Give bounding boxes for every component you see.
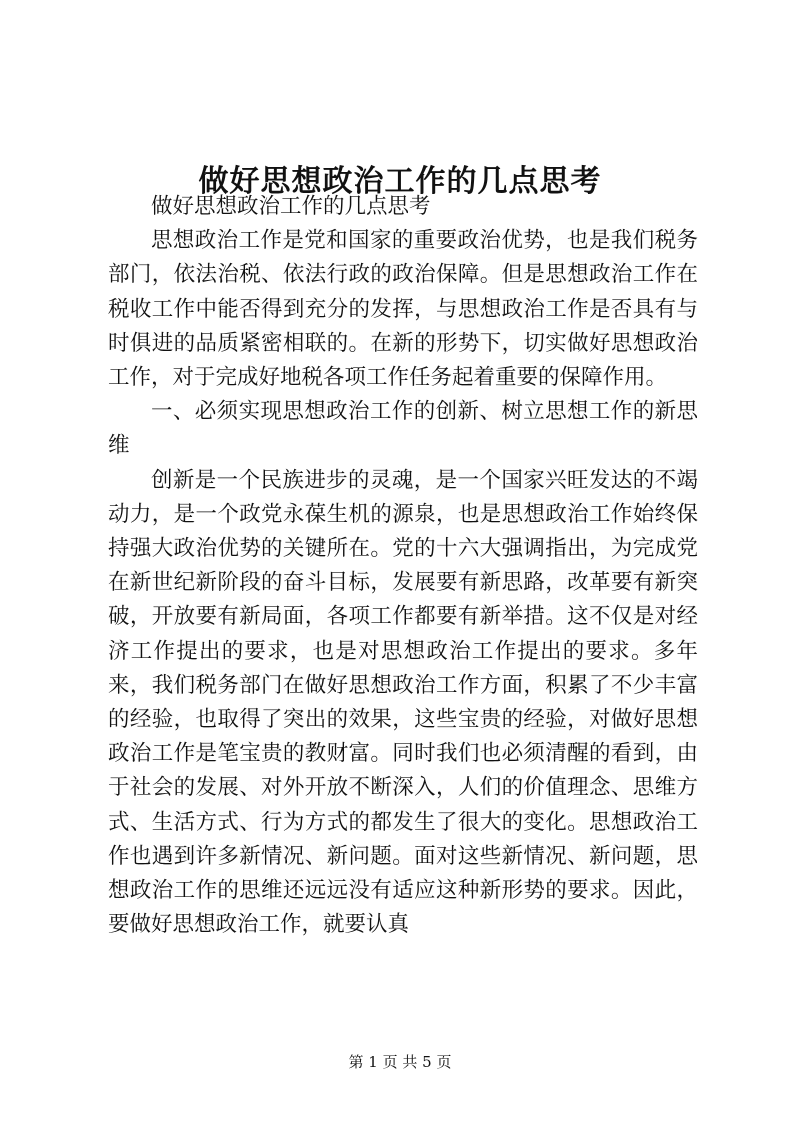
body-paragraph: 创新是一个民族进步的灵魂，是一个国家兴旺发达的不竭动力，是一个政党永葆生机的源泉，也是思想政治工作始终保持强大政治优势的关键所在。党的十六大强调指出，为完成党在新世纪新阶段的奋斗目标，发展要有新思路，改革要有新突破，开放要有新局面，各项工作都要有新举措。这不仅是对经济工作提出的要求，也是对思想政治工作提出的要求。多年来，我们税务部门在做好思想政治工作方面，积累了不少丰富的经验，也取得了突出的效果，这些宝贵的经验，对做好思想政治工作是笔宝贵的教财富。同时我们也必须清醒的看到，由于社会的发展、对外开放不断深入，人们的价值理念、思维方式、生活方式、行为方式的都发生了很大的变化。思想政治工作也遇到许多新情况、新问题。面对这些新情况、新问题，思想政治工作的思维还远远没有适应这种新形势的要求。因此，要做好思想政治工作，就要认真 — [108, 467, 698, 938]
page-number-footer: 第 1 页 共 5 页 — [348, 1053, 452, 1071]
document-body — [108, 190, 698, 942]
intro-paragraph: 思想政治工作是党和国家的重要政治优势，也是我们税务部门，依法治税、依法行政的政治保障。但是思想政治工作在税收工作中能否得到充分的发挥，与思想政治工作是否具有与时俱进的品质紧密相联的。在新的形势下，切实做好思想政治工作，对于完成好地税各项工作任务起着重要的保障作用。 — [108, 228, 698, 391]
section-heading: 一、必须实现思想政治工作的创新、树立思想工作的新思维 — [108, 399, 698, 459]
document-title: 做好思想政治工作的几点思考 — [198, 164, 602, 200]
subtitle-paragraph: 做好思想政治工作的几点思考 — [151, 194, 431, 219]
